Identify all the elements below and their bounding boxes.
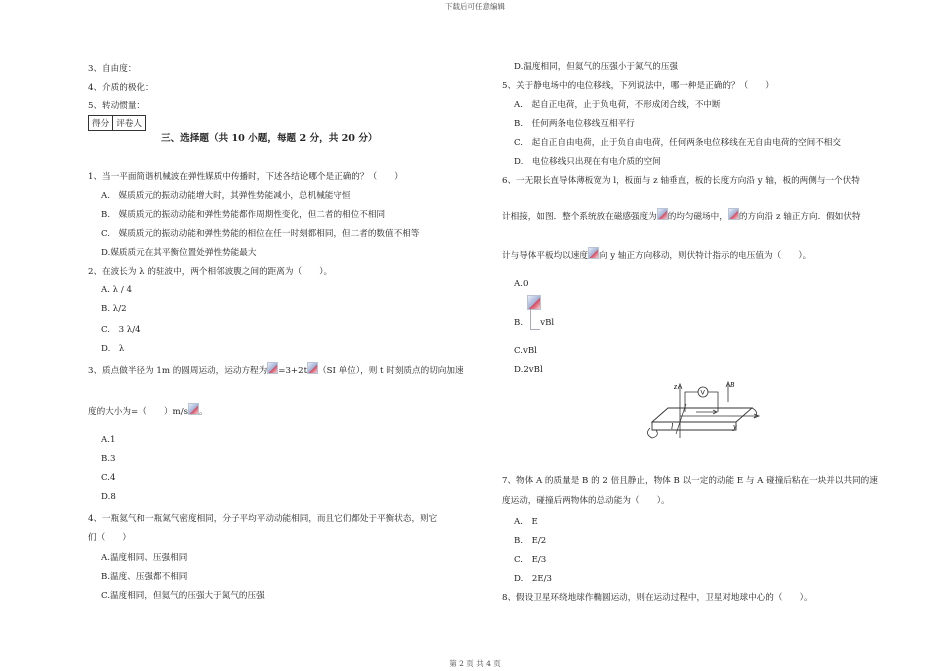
- q3-stem-line2: [88, 403, 208, 417]
- plate-outline: [652, 408, 752, 422]
- q4-stem-line2: 们（ ）: [88, 533, 131, 543]
- q7-option-b: B. E/2: [514, 536, 547, 546]
- q1-stem: 1、当一平面简谐机械波在弹性媒质中传播时，下述各结论哪个是正确的？（ ）: [88, 172, 403, 182]
- voltmeter-label: V: [700, 389, 705, 397]
- z-axis-label: z: [674, 382, 678, 391]
- plate-voltmeter-figure: [640, 378, 770, 450]
- q6-line2-b: 的均匀磁场中，: [667, 212, 728, 222]
- q3-option-c: C.4: [101, 473, 116, 483]
- q6-option-d: D.2vBl: [514, 365, 543, 375]
- q6-line2-c: 的方向沿 z 轴正方向．假如伏特: [738, 212, 861, 222]
- fill-item-4: 4、介质的极化：: [88, 83, 154, 93]
- width-label: l: [671, 422, 674, 431]
- score-cell: 得分: [89, 116, 113, 131]
- q6-line2-a: 计相接，如图．整个系统放在磁感强度为: [502, 212, 657, 222]
- q5-option-c: C. 起自正自由电荷，止于负自由电荷，任何两条电位移线在无自由电荷的空间不相交: [514, 138, 841, 148]
- formula-image-icon: [307, 362, 318, 374]
- q6-line3: [502, 247, 811, 261]
- fill-item-5: 5、转动惯量：: [88, 101, 146, 111]
- q4-option-c: C.温度相同，但氦气的压强大于氮气的压强: [101, 591, 265, 601]
- b-field-label: B: [730, 381, 735, 389]
- q3-stem-line2-end: 。: [199, 407, 208, 417]
- q2-option-c: C. 3 λ/4: [101, 325, 141, 335]
- q7-option-c: C. E/3: [514, 555, 547, 565]
- q6-line3-a: 计与导体平板均以速度: [502, 251, 588, 261]
- q1-option-c: C. 媒质质元的振动动能和弹性势能的相位在任一时刻都相同，但二者的数值不相等: [101, 229, 420, 239]
- q5-stem: 5、关于静电场中的电位移线，下列说法中，哪一种是正确的？（ ）: [502, 81, 774, 91]
- score-table: [88, 115, 146, 131]
- q7-line2: 度运动，碰撞后两物体的总动能为（ ）。: [502, 496, 670, 506]
- q6-option-c: C.vBl: [514, 346, 537, 356]
- formula-image-icon: [588, 247, 599, 259]
- section-title: 三、选择题（共 10 小题，每题 2 分，共 20 分）: [161, 133, 378, 144]
- voltmeter-wire-right: [708, 392, 718, 412]
- page-header: 下载后可任意编辑: [445, 2, 505, 11]
- formula-image-icon: [527, 295, 541, 310]
- formula-image-icon: [728, 208, 739, 220]
- q4-option-b: B.温度、压强都不相同: [101, 572, 188, 582]
- q1-option-b: B. 媒质质元的振动动能和弹性势能都作周期性变化，但二者的相位不相同: [101, 210, 386, 220]
- q3-stem-part-a: 3、质点做半径为 1m 的圆周运动，运动方程为: [88, 366, 268, 376]
- q8-stem: 8、假设卫星环绕地球作椭圆运动，则在运动过程中，卫星对地球中心的（ ）。: [502, 593, 813, 603]
- q2-option-a: A. λ / 4: [101, 285, 132, 295]
- q3-stem-part-b: =3+2t: [278, 366, 308, 376]
- formula-image-icon: [267, 362, 278, 374]
- q3-stem-line2-text: 度的大小为=（ ）m/s: [88, 407, 188, 417]
- q3-option-b: B.3: [101, 454, 116, 464]
- plate-cut-right: [752, 408, 757, 418]
- fill-item-3: 3、自由度：: [88, 64, 137, 74]
- q5-option-a: A. 起自正电荷，止于负电荷，不形成闭合线，不中断: [514, 100, 721, 110]
- q3-stem: [88, 362, 464, 376]
- q4-option-d: D.温度相同，但氦气的压强小于氮气的压强: [514, 62, 679, 72]
- q6-line1: 6、一无限长直导体薄板宽为 l，板面与 z 轴垂直，板的长度方向沿 y 轴，板的两侧与一个伏特: [502, 176, 860, 186]
- q4-option-a: A.温度相同、压强相同: [101, 553, 188, 563]
- q6-line2: [502, 208, 861, 222]
- q6-option-a: A.0: [514, 279, 529, 289]
- grader-cell: 评卷人: [113, 116, 146, 131]
- q6-option-b: B. vBl: [514, 318, 555, 328]
- q5-option-b: B. 任何两条电位移线互相平行: [514, 119, 635, 129]
- q2-option-b: B. λ/2: [101, 304, 127, 314]
- q2-option-d: D. λ: [101, 344, 125, 354]
- voltmeter-wire-left: [685, 392, 698, 412]
- q3-stem-part-c: （SI 单位），则 t 时刻质点的切向加速: [318, 366, 464, 376]
- formula-image-icon: [188, 403, 199, 415]
- q1-option-d: D.媒质质元在其平衡位置处弹性势能最大: [101, 248, 257, 258]
- y-axis-label: y: [733, 422, 737, 431]
- q6-line3-b: 向 y 轴正方向移动，则伏特计指示的电压值为（ ）。: [598, 251, 812, 261]
- q1-option-a: A. 媒质质元的振动动能增大时，其弹性势能减小，总机械能守恒: [101, 191, 351, 201]
- q7-option-d: D. 2E/3: [514, 574, 553, 584]
- plate-edge: [652, 422, 736, 430]
- q3-option-d: D.8: [101, 492, 116, 502]
- q7-option-a: A. E: [514, 517, 538, 527]
- q7-line1: 7、物体 A 的质量是 B 的 2 倍且静止，物体 B 以一定的动能 E 与 A 碰撞后粘在一块并以共同的速: [502, 476, 878, 486]
- page-footer: 第 2 页 共 4 页: [449, 659, 501, 668]
- width-line: [676, 404, 686, 434]
- q3-option-a: A.1: [101, 435, 116, 445]
- q4-stem-line1: 4、一瓶氦气和一瓶氮气密度相同，分子平均平动动能相同，而且它们都处于平衡状态，则它: [88, 514, 438, 524]
- formula-image-icon: [657, 208, 668, 220]
- q5-option-d: D. 电位移线只出现在有电介质的空间: [514, 157, 661, 167]
- q2-stem: 2、在波长为 λ 的驻波中，两个相邻波腹之间的距离为（ ）。: [88, 267, 333, 277]
